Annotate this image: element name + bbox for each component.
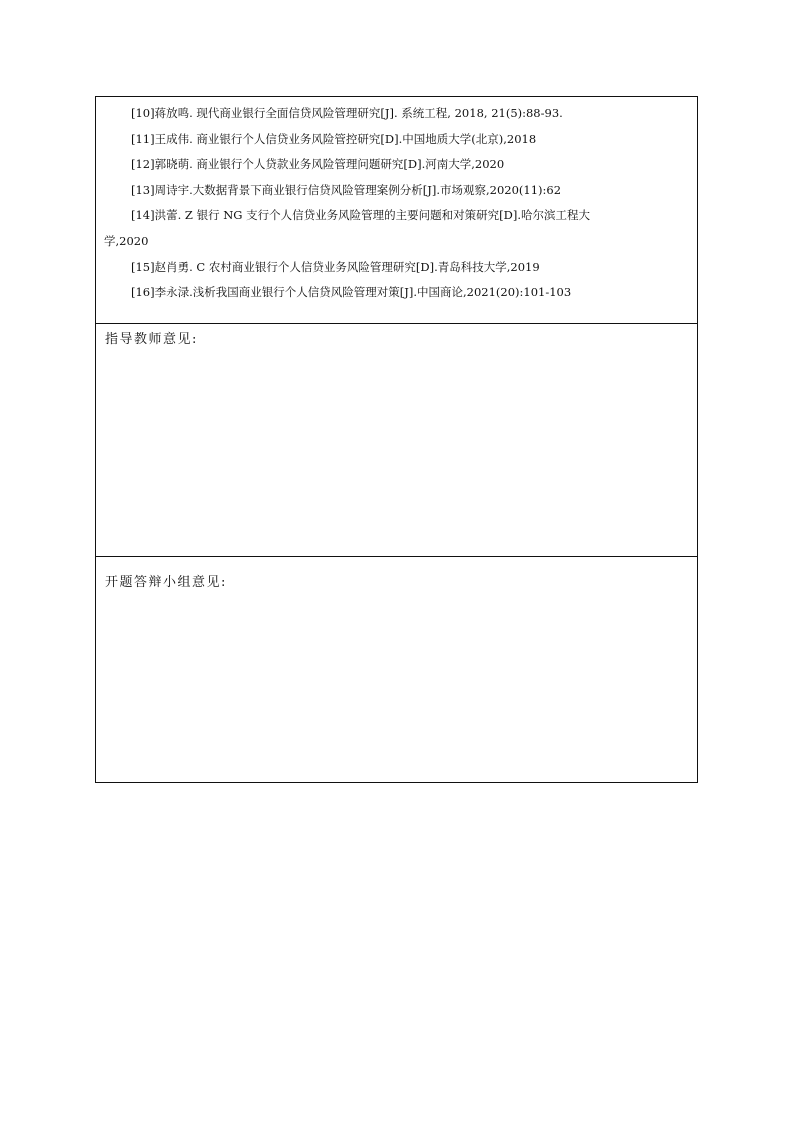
references-section [96,97,697,324]
reference-item-11: [11]王成伟. 商业银行个人信贷业务风险管控研究[D].中国地质大学(北京),2018 [131,131,537,146]
proposal-form-table [95,96,698,783]
reference-item-14-line-1: [14]洪蕾. Z 银行 NG 支行个人信贷业务风险管理的主要问题和对策研究[D].哈尔滨工程大 [131,208,590,223]
reference-item-15: [15]赵肖勇. C 农村商业银行个人信贷业务风险管理研究[D].青岛科技大学,2019 [131,259,540,274]
reference-item-14-line-2: 学,2020 [104,233,149,248]
defense-group-opinion-label: 开题答辩小组意见: [105,575,227,590]
reference-item-13: [13]周诗宇.大数据背景下商业银行信贷风险管理案例分析[J].市场观察,2020(11):62 [131,182,562,197]
reference-item-14 [104,203,691,254]
teacher-opinion-label: 指导教师意见: [105,332,198,347]
reference-item-10: [10]蒋放鸣. 现代商业银行全面信贷风险管理研究[J]. 系统工程, 2018, 21(5):88-93. [131,106,563,120]
reference-item-12: [12]郭晓萌. 商业银行个人贷款业务风险管理问题研究[D].河南大学,2020 [131,157,505,172]
teacher-opinion-section[interactable] [96,324,697,557]
reference-item-16: [16]李永渌.浅析我国商业银行个人信贷风险管理对策[J].中国商论,2021(20):101-103 [131,285,572,300]
defense-group-opinion-section[interactable] [96,557,697,782]
